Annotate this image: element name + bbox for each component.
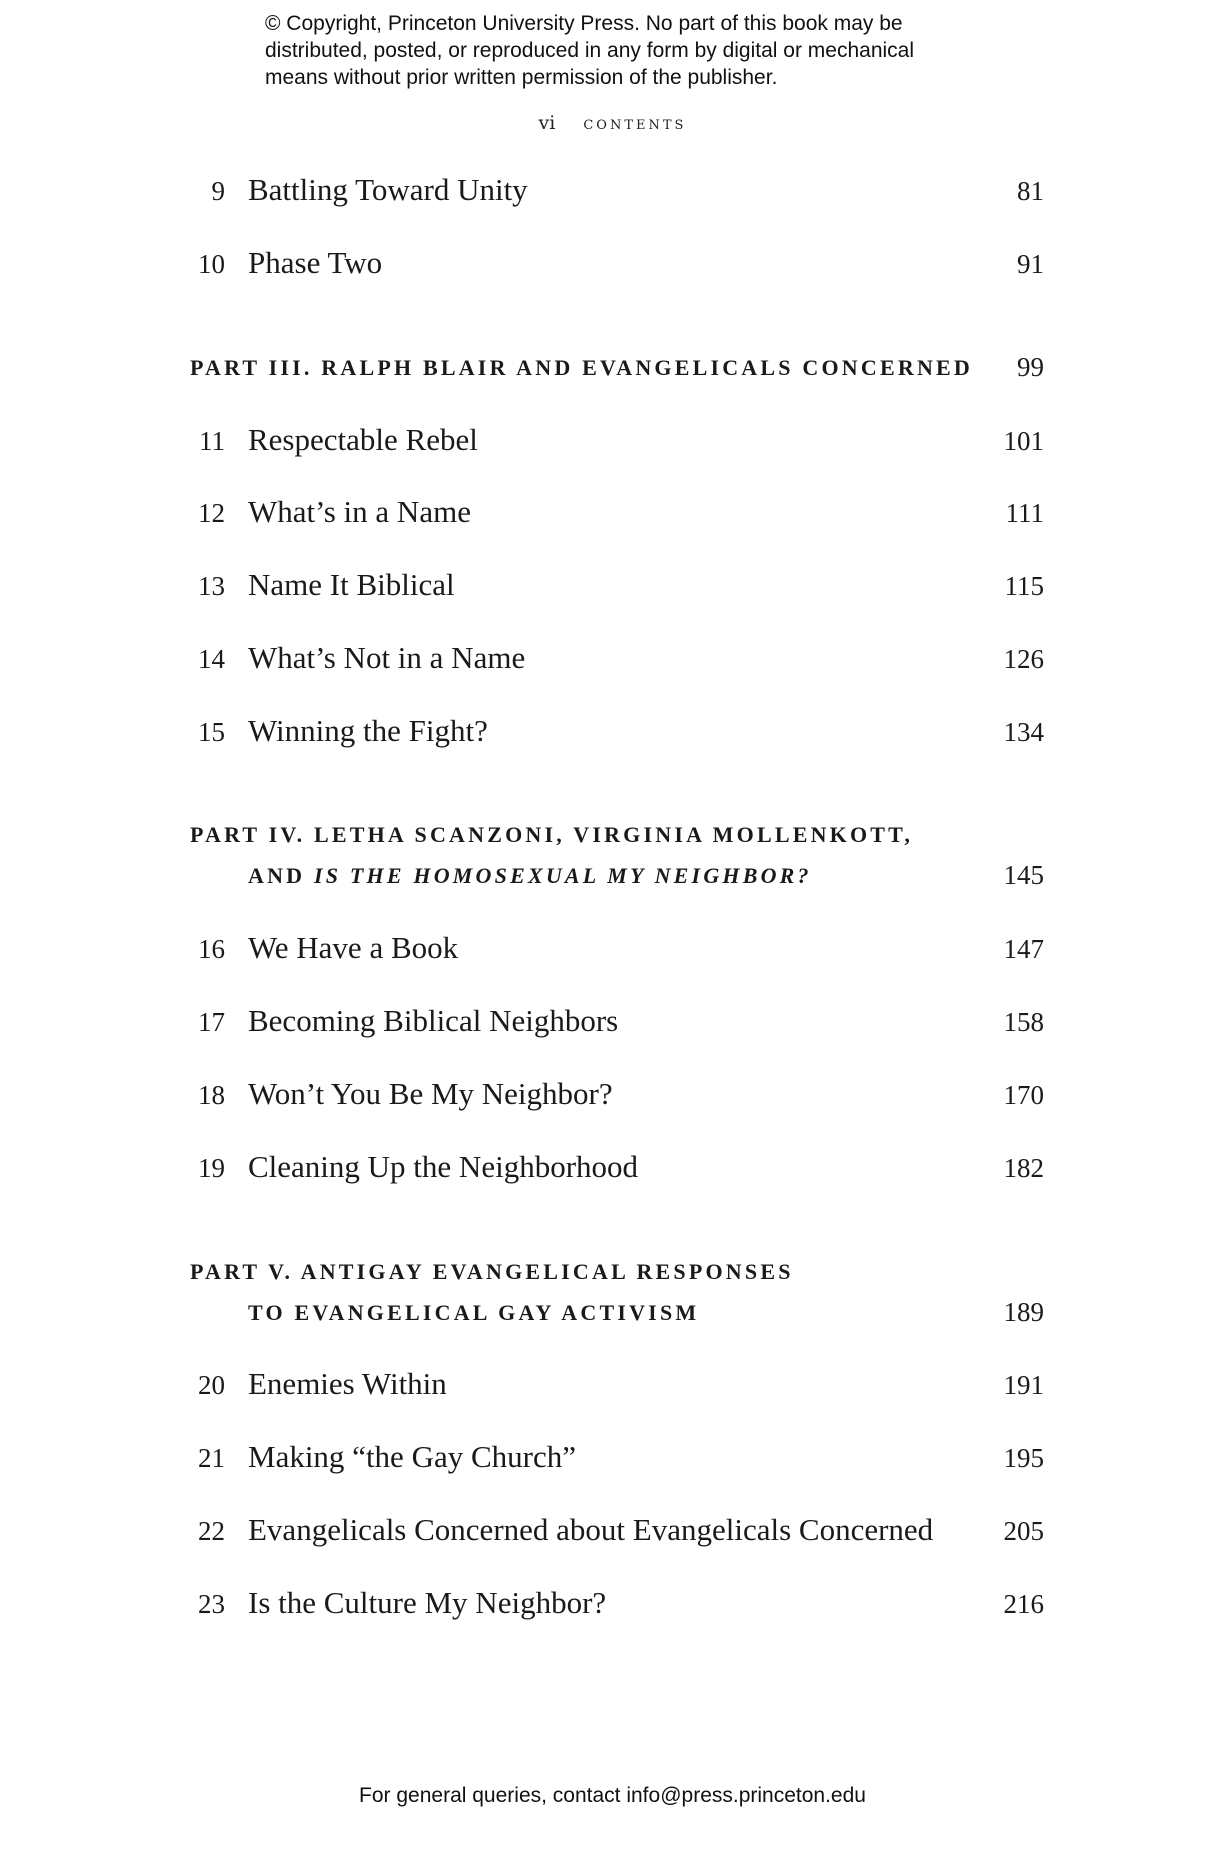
part-heading-continued bbox=[248, 863, 812, 889]
part-heading: PART IV. LETHA SCANZONI, VIRGINIA MOLLENKOTT, bbox=[190, 822, 914, 847]
page-number: 182 bbox=[1003, 1153, 1044, 1183]
page-number: 216 bbox=[1003, 1589, 1044, 1619]
chapter-title: Evangelicals Concerned about Evangelicals Concerned bbox=[248, 1512, 934, 1547]
chapter-number: 17 bbox=[198, 1007, 225, 1037]
chapter-number: 20 bbox=[198, 1370, 225, 1400]
page-number: 134 bbox=[1003, 717, 1044, 747]
chapter-number: 11 bbox=[199, 426, 225, 456]
page-number: 195 bbox=[1003, 1443, 1044, 1473]
chapter-number: 15 bbox=[198, 717, 225, 747]
page-number: 111 bbox=[1005, 498, 1044, 528]
copyright-line: distributed, posted, or reproduced in any form by digital or mechanical bbox=[265, 39, 915, 62]
chapter-title: What’s Not in a Name bbox=[248, 640, 526, 675]
copyright-line: © Copyright, Princeton University Press. No part of this book may be bbox=[265, 12, 903, 35]
chapter-title: Won’t You Be My Neighbor? bbox=[248, 1076, 613, 1111]
chapter-title: Winning the Fight? bbox=[248, 713, 488, 748]
chapter-number: 22 bbox=[198, 1516, 225, 1546]
page-number: 191 bbox=[1003, 1370, 1044, 1400]
chapter-title: Name It Biblical bbox=[248, 567, 455, 602]
chapter-number: 9 bbox=[211, 176, 225, 206]
chapter-title: Making “the Gay Church” bbox=[248, 1439, 576, 1474]
part-heading: PART III. RALPH BLAIR AND EVANGELICALS CONCERNED bbox=[190, 355, 973, 380]
part-heading-prefix: AND bbox=[248, 863, 314, 888]
toc-entry-15[interactable] bbox=[0, 713, 1225, 753]
chapter-title: Enemies Within bbox=[248, 1366, 447, 1401]
toc-entry-12[interactable] bbox=[0, 494, 1225, 534]
chapter-number: 18 bbox=[198, 1080, 225, 1110]
part-heading-book-title: IS THE HOMOSEXUAL MY NEIGHBOR? bbox=[313, 863, 812, 888]
toc-entry-11[interactable] bbox=[0, 422, 1225, 462]
chapter-number: 19 bbox=[198, 1153, 225, 1183]
part-heading: PART V. ANTIGAY EVANGELICAL RESPONSES bbox=[190, 1259, 794, 1284]
chapter-title: Cleaning Up the Neighborhood bbox=[248, 1149, 639, 1184]
page-number: 115 bbox=[1004, 571, 1044, 601]
toc-entry-9[interactable] bbox=[0, 172, 1225, 212]
toc-entry-19[interactable] bbox=[0, 1149, 1225, 1189]
toc-entry-21[interactable] bbox=[0, 1439, 1225, 1479]
page-number: 170 bbox=[1003, 1080, 1044, 1110]
chapter-title: Becoming Biblical Neighbors bbox=[248, 1003, 619, 1038]
chapter-title: What’s in a Name bbox=[248, 494, 471, 529]
footer-contact: For general queries, contact info@press.princeton.edu bbox=[359, 1784, 866, 1807]
copyright-line: means without prior written permission of the publisher. bbox=[265, 66, 778, 89]
page-folio: vi bbox=[538, 112, 556, 134]
toc-entry-10[interactable] bbox=[0, 245, 1225, 285]
toc-entry-14[interactable] bbox=[0, 640, 1225, 680]
toc-entry-16[interactable] bbox=[0, 930, 1225, 970]
chapter-title: Battling Toward Unity bbox=[248, 172, 528, 207]
running-title: contents bbox=[583, 112, 687, 134]
toc-entry-20[interactable] bbox=[0, 1366, 1225, 1406]
chapter-number: 13 bbox=[198, 571, 225, 601]
chapter-number: 16 bbox=[198, 934, 225, 964]
page-number: 81 bbox=[1017, 176, 1044, 206]
page-number: 205 bbox=[1003, 1516, 1044, 1546]
page-number: 126 bbox=[1003, 644, 1044, 674]
chapter-title: We Have a Book bbox=[248, 930, 459, 965]
page-number: 145 bbox=[1003, 860, 1044, 890]
page-number: 147 bbox=[1003, 934, 1044, 964]
page-number: 91 bbox=[1017, 249, 1044, 279]
chapter-number: 21 bbox=[198, 1443, 225, 1473]
page-number: 101 bbox=[1003, 426, 1044, 456]
chapter-title: Is the Culture My Neighbor? bbox=[248, 1585, 607, 1620]
toc-entry-17[interactable] bbox=[0, 1003, 1225, 1043]
page-number: 158 bbox=[1003, 1007, 1044, 1037]
toc-entry-23[interactable] bbox=[0, 1585, 1225, 1625]
chapter-number: 14 bbox=[198, 644, 225, 674]
chapter-number: 10 bbox=[198, 249, 225, 279]
copyright-notice bbox=[265, 10, 985, 91]
chapter-number: 12 bbox=[198, 498, 225, 528]
chapter-title: Phase Two bbox=[248, 245, 383, 280]
toc-entry-13[interactable] bbox=[0, 567, 1225, 607]
part-heading-continued: TO EVANGELICAL GAY ACTIVISM bbox=[248, 1300, 700, 1325]
chapter-title: Respectable Rebel bbox=[248, 422, 478, 457]
running-head bbox=[0, 112, 1225, 134]
page-number: 189 bbox=[1003, 1297, 1044, 1327]
page-number: 99 bbox=[1017, 352, 1044, 382]
toc-entry-22[interactable] bbox=[0, 1512, 1225, 1552]
chapter-number: 23 bbox=[198, 1589, 225, 1619]
toc-entry-18[interactable] bbox=[0, 1076, 1225, 1116]
